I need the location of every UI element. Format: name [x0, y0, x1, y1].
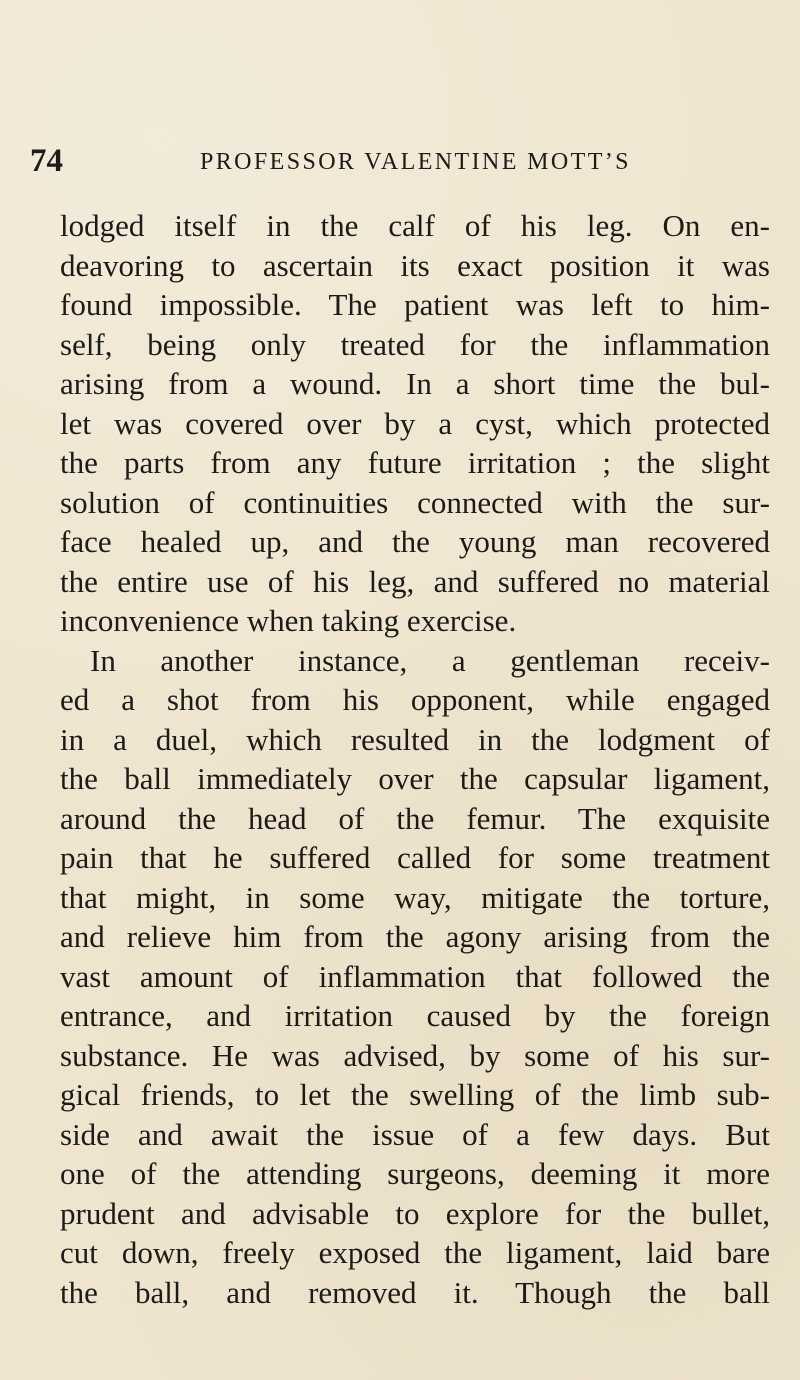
text-line: inconvenience when taking exercise. [60, 603, 517, 638]
text-line: in a duel, which resulted in the lodgment of [60, 721, 770, 757]
text-line: vast amount of inflammation that followed the [60, 958, 770, 994]
text-line: the ball, and removed it. Though the ball [60, 1274, 770, 1310]
text-line: self, being only treated for the inflammation [60, 326, 770, 362]
text-line: one of the attending surgeons, deeming it more [60, 1156, 770, 1191]
text-line: ed a shot from his opponent, while engaged [60, 682, 770, 717]
text-line: pain that he suffered called for some treatment [60, 840, 770, 875]
paragraph-start-line: In another instance, a gentleman receiv- [90, 642, 770, 678]
text-line: found impossible. The patient was left to him- [60, 287, 770, 322]
page-number: 74 [30, 143, 63, 179]
text-line: substance. He was advised, by some of his sur- [60, 1037, 770, 1073]
text-line: deavoring to ascertain its exact position it was [60, 247, 770, 283]
text-line: around the head of the femur. The exquisite [60, 800, 770, 836]
text-line: arising from a wound. In a short time the bul- [60, 366, 770, 401]
text-line: the parts from any future irritation ; the slight [60, 445, 770, 480]
text-line: lodged itself in the calf of his leg. On en- [60, 208, 770, 243]
text-line: entrance, and irritation caused by the foreign [60, 998, 770, 1033]
text-line: solution of continuities connected with the sur- [60, 484, 770, 520]
text-line: gical friends, to let the swelling of the limb sub- [60, 1077, 770, 1112]
text-line: the ball immediately over the capsular ligament, [60, 761, 770, 796]
text-line: prudent and advisable to explore for the bullet, [60, 1195, 770, 1231]
text-line: let was covered over by a cyst, which protected [60, 405, 770, 441]
text-line: side and await the issue of a few days. But [60, 1116, 770, 1152]
text-line: cut down, freely exposed the ligament, laid bare [60, 1235, 770, 1270]
text-line: face healed up, and the young man recovered [60, 524, 770, 559]
text-line: and relieve him from the agony arising from the [60, 919, 770, 954]
text-line: that might, in some way, mitigate the torture, [60, 879, 770, 915]
running-head: PROFESSOR VALENTINE MOTT’S [200, 149, 631, 175]
page-header [30, 145, 770, 185]
text-line: the entire use of his leg, and suffered no material [60, 563, 770, 599]
body-text [60, 206, 770, 1312]
